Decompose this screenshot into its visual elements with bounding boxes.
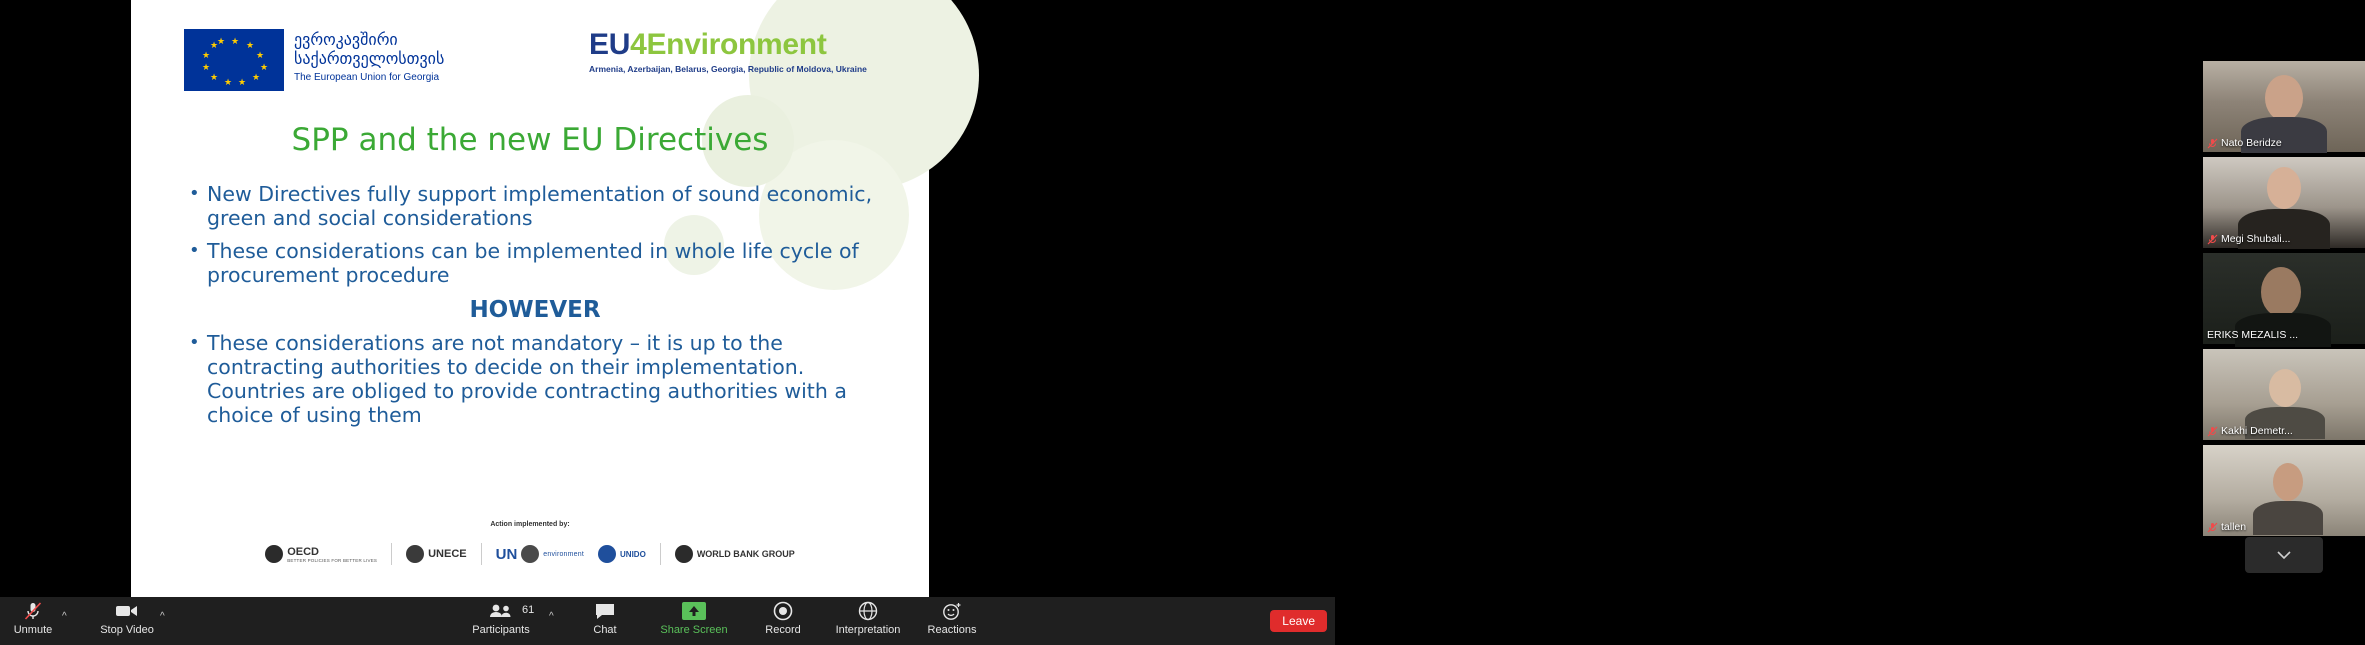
participant-tile[interactable]: [2203, 157, 2365, 248]
slide-footer-note: Action implemented by:: [490, 521, 570, 528]
unece-mark-icon: [406, 545, 424, 563]
participant-filmstrip[interactable]: [1069, 0, 2299, 597]
participant-name-label: Nato Beridze: [2221, 137, 2282, 149]
brand-four: 4: [630, 28, 647, 61]
avatar: [2273, 463, 2303, 501]
unmute-button[interactable]: [8, 600, 58, 644]
chat-label: Chat: [593, 624, 617, 636]
participants-count: 61: [522, 604, 535, 616]
participant-name-label: Megi Shubali...: [2221, 233, 2291, 245]
reactions-icon: [942, 600, 962, 622]
chevron-down-icon: [2277, 551, 2291, 559]
mic-muted-icon: [2207, 522, 2218, 533]
stop-video-button[interactable]: [96, 600, 158, 644]
oecd-logo-name: OECD: [287, 545, 319, 558]
slide-header: [131, 0, 929, 105]
reactions-button[interactable]: [918, 600, 986, 644]
record-icon: [773, 600, 793, 622]
un-logo-sub: environment: [543, 550, 585, 558]
un-logo-name: UN: [495, 545, 518, 563]
divider: [481, 543, 482, 565]
stop-video-label: Stop Video: [100, 624, 154, 636]
leave-button[interactable]: Leave: [1270, 610, 1327, 632]
participant-name: [2207, 233, 2290, 245]
shared-screen-stage[interactable]: [0, 0, 1069, 597]
partner-logos: [131, 534, 929, 574]
avatar: [2267, 167, 2301, 209]
participant-name-label: Kakhi Demetr...: [2221, 425, 2293, 437]
microphone-muted-icon: [23, 600, 43, 622]
brand-eu: EU: [589, 28, 631, 61]
avatar-torso: [2253, 501, 2323, 535]
brand-environment: Environment: [646, 28, 827, 61]
presentation-slide: [131, 0, 929, 597]
mic-muted-icon: [2207, 234, 2218, 245]
divider: [391, 543, 392, 565]
participant-tile-active-speaker[interactable]: [2203, 253, 2365, 344]
audio-options-caret[interactable]: ^: [62, 611, 67, 622]
video-options-caret[interactable]: ^: [160, 611, 165, 622]
interpretation-button[interactable]: [820, 600, 916, 644]
participant-name-label: tallen: [2221, 521, 2247, 533]
unido-logo: [598, 545, 646, 563]
reactions-label: Reactions: [927, 624, 977, 636]
meeting-toolbar: [0, 597, 1335, 645]
eu-logo-georgian-line2: საქართველოსთვის: [294, 49, 445, 68]
un-globe-icon: [521, 545, 539, 563]
participants-options-caret[interactable]: ^: [549, 611, 554, 622]
avatar: [2269, 369, 2301, 407]
participant-name-label: ERIKS MEZALIS ...: [2207, 329, 2299, 341]
participant-name: [2207, 425, 2293, 437]
eu4environment-logo: [589, 28, 867, 74]
divider: [660, 543, 661, 565]
brand-countries: Armenia, Azerbaijan, Belarus, Georgia, Republic of Moldova, Ukraine: [589, 64, 867, 74]
slide-however-heading: HOWEVER: [469, 297, 601, 323]
chat-icon: [594, 600, 616, 622]
interpretation-label: Interpretation: [835, 624, 901, 636]
record-label: Record: [765, 624, 801, 636]
list-item: • These considerations are not mandatory – it is up to the contracting authorities to decide on their implementation. Countries are obliged to provide contracting authorities with a choice of using them: [185, 331, 885, 427]
avatar: [2265, 75, 2303, 121]
participants-label: Participants: [472, 624, 530, 636]
world-bank-logo-name: WORLD BANK GROUP: [696, 549, 795, 559]
participant-tile[interactable]: [2203, 349, 2365, 440]
oecd-logo: [265, 545, 377, 563]
avatar: [2261, 267, 2301, 317]
slide-title: SPP and the new EU Directives: [291, 122, 769, 158]
list-item: • These considerations can be implemented in whole life cycle of procurement procedure: [185, 239, 885, 287]
share-screen-icon: [681, 600, 707, 622]
oecd-mark-icon: [265, 545, 283, 563]
participants-icon: [488, 600, 514, 622]
slide-bullet-list: [185, 182, 885, 436]
list-item: • New Directives fully support implementation of sound economic, green and social considerations: [185, 182, 885, 230]
un-environment-logo: [496, 545, 584, 563]
share-screen-label: Share Screen: [660, 624, 728, 636]
share-screen-button[interactable]: [648, 600, 740, 644]
unece-logo-name: UNECE: [428, 548, 467, 560]
globe-icon: [858, 600, 878, 622]
participant-name: [2207, 137, 2282, 149]
eu-flag-icon: ★ ★ ★ ★ ★ ★ ★ ★ ★ ★ ★ ★: [184, 29, 284, 91]
participant-name: [2207, 329, 2298, 341]
eu-logo-text: [294, 30, 524, 83]
record-button[interactable]: [756, 600, 810, 644]
filmstrip-scroll-down-button[interactable]: [2245, 537, 2323, 573]
world-bank-logo: [675, 545, 795, 563]
mic-muted-icon: [2207, 138, 2218, 149]
mic-muted-icon: [2207, 426, 2218, 437]
oecd-logo-sub: BETTER POLICIES FOR BETTER LIVES: [287, 557, 378, 563]
video-camera-icon: [115, 600, 139, 622]
unmute-label: Unmute: [13, 624, 53, 636]
eu-logo-georgian-line1: ევროკავშირი: [294, 30, 398, 49]
participant-name: [2207, 521, 2246, 533]
chat-button[interactable]: [580, 600, 630, 644]
eu-logo-english: The European Union for Georgia: [294, 72, 440, 83]
participant-tile[interactable]: [2203, 61, 2365, 152]
world-bank-mark-icon: [675, 545, 693, 563]
participant-tile[interactable]: [2203, 445, 2365, 536]
unido-logo-name: UNIDO: [620, 549, 646, 559]
unece-logo: [406, 545, 467, 563]
unido-mark-icon: [598, 545, 616, 563]
